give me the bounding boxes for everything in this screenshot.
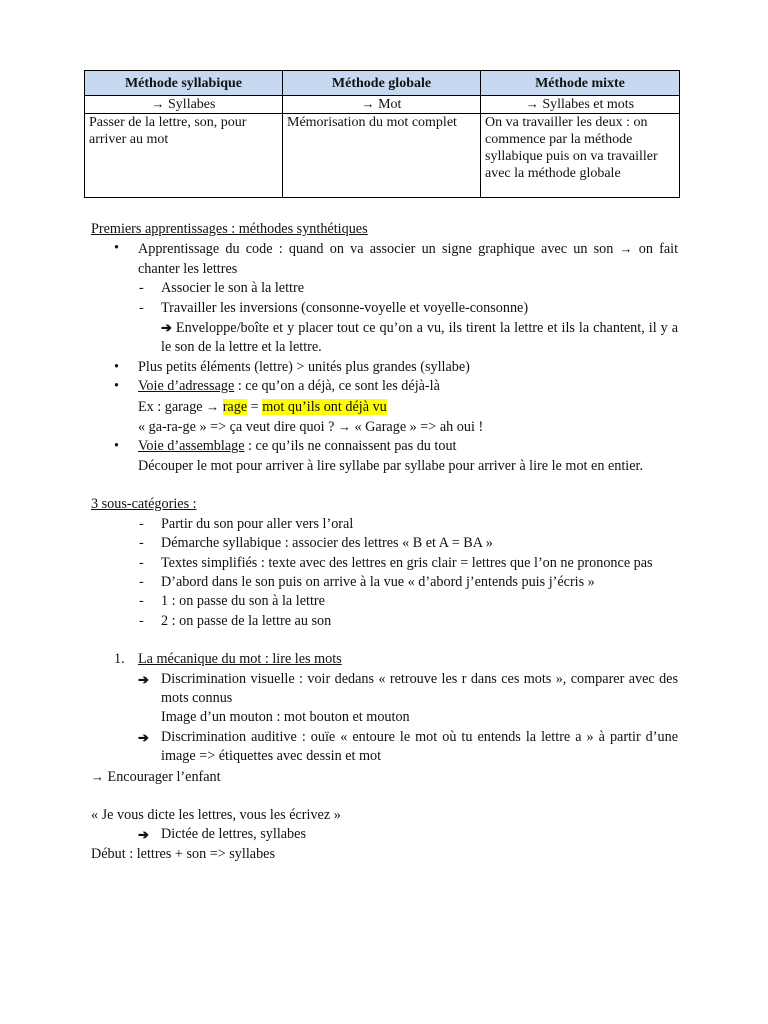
list-item: - Textes simplifiés : texte avec des lettres en gris clair = lettres que l’on ne prononce pas xyxy=(139,554,653,571)
bold-arrow-icon: ➔ xyxy=(138,827,149,843)
example-line: Ex : garage → rage = mot qu’ils ont déjà vu xyxy=(138,398,387,415)
table-cell: Mémorisation du mot complet xyxy=(283,114,481,198)
list-item: ➔ Dictée de lettres, syllabes xyxy=(91,825,678,844)
bold-arrow-icon: ➔ xyxy=(138,729,149,745)
example-line: « ga-ra-ge » => ça veut dire quoi ? → « Garage » => ah oui ! xyxy=(138,419,484,436)
list-item: ➔ Discrimination visuelle : voir dedans « retrouve les r dans ces mots », comparer avec des mots connus xyxy=(138,670,678,706)
arrow-icon: → xyxy=(151,96,165,111)
bold-arrow-icon: ➔ xyxy=(138,671,149,687)
table-header-row xyxy=(85,71,680,96)
list-item: Image d’un mouton : mot bouton et mouton xyxy=(161,709,410,726)
bullet-icon: • xyxy=(114,240,119,257)
list-item: - Démarche syllabique : associer des lettres « B et A = BA » xyxy=(139,535,493,552)
list-item: - 2 : on passe de la lettre au son xyxy=(139,612,332,629)
table-row xyxy=(85,114,680,198)
bullet-icon: • xyxy=(114,438,119,455)
section-title: 3 sous-catégories : xyxy=(91,496,197,513)
bullet-icon: • xyxy=(114,358,119,375)
table-cell: On va travailler les deux : on commence par la méthode syllabique puis on va travailler avec la méthode globale xyxy=(481,114,680,198)
table-cell: → Mot xyxy=(283,96,481,114)
paragraph: Découper le mot pour arriver à lire syllabe par syllabe pour arriver à lire le mot en entier. xyxy=(138,457,644,474)
list-item: ➔ Enveloppe/boîte et y placer tout ce qu’on a vu, ils tirent la lettre et ils la chantent, il y a le son de la lettre et la lettre. xyxy=(161,320,679,356)
section-title: 1. La mécanique du mot : lire les mots xyxy=(114,651,342,668)
arrow-icon: → xyxy=(619,241,633,257)
table-cell: Passer de la lettre, son, pour arriver au mot xyxy=(85,114,283,198)
header-globale: Méthode globale xyxy=(283,71,481,96)
quote-line: « Je vous dicte les lettres, vous les écrivez » xyxy=(91,806,341,823)
arrow-icon: → xyxy=(337,419,351,435)
header-mixte: Méthode mixte xyxy=(481,71,680,96)
arrow-icon: → xyxy=(206,398,220,414)
arrow-icon: → xyxy=(91,768,104,784)
list-item: - Travailler les inversions (consonne-voyelle et voyelle-consonne) xyxy=(139,299,529,316)
bullet-icon: • xyxy=(114,378,119,395)
notes-content xyxy=(91,220,678,864)
list-item: - Associer le son à la lettre xyxy=(139,280,305,297)
list-item: • Voie d’assemblage : ce qu’ils ne connaissent pas du tout xyxy=(91,437,678,456)
arrow-icon: → xyxy=(525,96,539,111)
list-item: ➔ Discrimination auditive : ouïe « entoure le mot où tu entends la lettre a » à partir d’une image => étiquettes avec dessin et mot xyxy=(138,728,678,765)
arrow-icon: → xyxy=(361,96,375,111)
bold-arrow-icon: ➔ xyxy=(161,320,172,336)
list-item: • Apprentissage du code : quand on va associer un signe graphique avec un son → on fait chanter les lettres xyxy=(114,240,679,277)
header-syllabique: Méthode syllabique xyxy=(85,71,283,96)
methods-table xyxy=(84,70,680,198)
section-title: Premiers apprentissages : méthodes synthétiques xyxy=(91,221,368,237)
list-item: - Partir du son pour aller vers l’oral xyxy=(139,515,354,532)
list-item: - 1 : on passe du son à la lettre xyxy=(139,593,325,610)
table-cell: → Syllabes xyxy=(85,96,283,114)
table-row xyxy=(85,96,680,114)
paragraph: Début : lettres + son => syllabes xyxy=(91,845,275,862)
list-item: → Encourager l’enfant xyxy=(91,768,221,785)
list-item: • Plus petits éléments (lettre) > unités plus grandes (syllabe) xyxy=(91,358,678,377)
list-item: - D’abord dans le son puis on arrive à la vue « d’abord j’entends puis j’écris » xyxy=(139,573,595,590)
table-cell: → Syllabes et mots xyxy=(481,96,680,114)
list-item: • Voie d’adressage : ce qu’on a déjà, ce sont les déjà-là xyxy=(91,377,678,396)
